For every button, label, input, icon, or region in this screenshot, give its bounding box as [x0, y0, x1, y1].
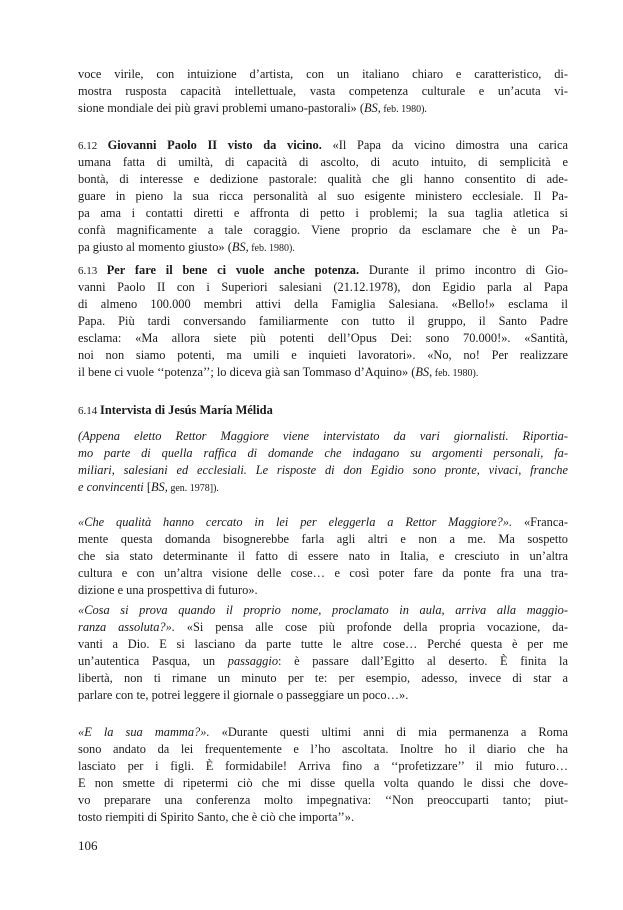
- text-run: voce virile, con intuizione d’artista, con un italiano chiaro e caratteristico, di-: [78, 67, 568, 81]
- text-line: [78, 428, 568, 445]
- paragraph: [78, 514, 568, 599]
- text-run: confà magnificamente a tale coraggio. Viene proprio da esclamare che è un Pa-: [78, 223, 568, 237]
- text-run: «E la sua mamma?».: [78, 725, 210, 739]
- text-line: [78, 809, 568, 826]
- text-run: gen. 1978]).: [167, 483, 219, 494]
- paragraph: [78, 137, 568, 256]
- text-line: [78, 205, 568, 222]
- paragraph: [78, 66, 568, 117]
- text-run: un’autentica Pasqua, un: [78, 654, 228, 668]
- text-run: il bene ci vuole ‘‘potenza’’; lo diceva già san Tommaso d’Aquino» (: [78, 365, 416, 379]
- text-run: noi non siamo potenti, ma umili e inquieti lavoratori». «No, no! Per realizzare: [78, 348, 568, 362]
- text-line: [78, 582, 568, 599]
- text-run: vanni Paolo II con i Superiori salesiani (21.12.1978), don Egidio parla al Papa: [78, 280, 568, 294]
- text-run: pa ama i contatti diretti e affronta di petto i problemi; la sua taglia atletica si: [78, 206, 568, 220]
- text-line: [78, 514, 568, 531]
- text-run: sione mondiale dei più gravi problemi umano-pastorali» (: [78, 101, 364, 115]
- text-run: parlare con te, potrei leggere il giornale o passeggiare un poco…».: [78, 688, 409, 702]
- text-run: Durante il primo incontro di Gio-: [359, 263, 568, 277]
- paragraph: [78, 724, 568, 826]
- text-line: [78, 548, 568, 565]
- text-run: feb. 1980).: [432, 368, 479, 379]
- paragraph: [78, 428, 568, 496]
- text-line: [78, 792, 568, 809]
- text-run: «Durante questi ultimi anni di mia permanenza a Roma: [209, 725, 568, 739]
- text-run: «Cosa si prova quando il proprio nome, proclamato in aula, arriva alla maggio-: [78, 603, 568, 617]
- text-run: di almeno 100.000 membri attivi della Famiglia Salesiana. «Bello!» esclama il: [78, 297, 568, 311]
- text-run: vanti a Dio. E si lasciano da parte tutte le altre cose… Perché questa è per me: [78, 637, 568, 651]
- text-line: [78, 602, 568, 619]
- text-run: vo preparare una conferenza molto impegnativa: ‘‘Non preoccuparti tanto; piut-: [78, 793, 568, 807]
- text-line: [78, 66, 568, 83]
- section-heading: Per fare il bene ci vuole anche potenza.: [106, 263, 360, 277]
- text-run: bontà, di interesse e dedizione pastorale: qualità che gli hanno consentito di ade-: [78, 172, 568, 186]
- section-number: 6.13: [78, 265, 107, 277]
- text-run: : è passare dall’Egitto al deserto. È finita la: [278, 654, 568, 668]
- text-line: [78, 188, 568, 205]
- text-run: (Appena eletto Rettor Maggiore viene intervistato da vari giornalisti. Riportia-: [78, 429, 568, 443]
- section-number: 6.14: [78, 405, 100, 417]
- text-line: [78, 724, 568, 741]
- text-line: [78, 239, 568, 256]
- text-run: dizione e una prospettiva di futuro».: [78, 583, 258, 597]
- text-line: [78, 775, 568, 792]
- paragraph: [78, 402, 568, 419]
- text-line: [78, 296, 568, 313]
- text-run: passaggio: [227, 654, 279, 668]
- paragraph: [78, 262, 568, 381]
- section-heading: Intervista di Jesús María Mélida: [100, 403, 273, 417]
- text-run: mo parte di quella raffica di domande che indagano su argomenti personali, fa-: [78, 446, 568, 460]
- text-run: feb. 1980).: [380, 104, 427, 115]
- text-line: [78, 479, 568, 496]
- text-run: che sia stato determinante il fatto di essere nato in Italia, e cresciuto in un’altra: [78, 549, 568, 563]
- text-line: [78, 565, 568, 582]
- text-run: E non smette di ripetermi ciò che mi disse quella volta quando le dissi che dove-: [78, 776, 568, 790]
- text-run: BS,: [150, 480, 168, 494]
- text-run: sono andato da lei frequentemente e l’ho ascoltata. Inoltre ho il diario che ha: [78, 742, 568, 756]
- text-line: [78, 445, 568, 462]
- text-line: [78, 687, 568, 704]
- text-run: Papa. Più tardi conversando familiarmente con tutto il gruppo, il Santo Padre: [78, 314, 568, 328]
- text-line: [78, 100, 568, 117]
- text-line: [78, 347, 568, 364]
- text-line: [78, 531, 568, 548]
- page-number: 106: [78, 838, 98, 853]
- text-line: [78, 222, 568, 239]
- text-line: [78, 83, 568, 100]
- text-run: ranza assoluta?».: [78, 620, 175, 634]
- text-line: [78, 653, 568, 670]
- text-line: [78, 364, 568, 381]
- text-run: libertà, non ti rimane un minuto per te: per esempio, adesso, invece di star a: [78, 671, 568, 685]
- text-line: [78, 313, 568, 330]
- section-number: 6.12: [78, 140, 108, 152]
- text-line: [78, 462, 568, 479]
- text-run: e convincenti: [78, 480, 144, 494]
- text-run: cultura e con un’altra visione delle cose… e così poter fare da ponte fra una tra-: [78, 566, 568, 580]
- text-line: [78, 137, 568, 154]
- text-run: BS,: [231, 240, 249, 254]
- text-run: mostra rusposta capacità intellettuale, vasta competenza culturale e un’acuta vi-: [78, 84, 568, 98]
- text-line: [78, 330, 568, 347]
- text-run: «Si pensa alle cose più profonde della propria vocazione, da-: [174, 620, 568, 634]
- text-line: [78, 279, 568, 296]
- text-run: [: [143, 480, 151, 494]
- text-line: [78, 741, 568, 758]
- text-line: [78, 636, 568, 653]
- text-run: mente questa domanda bisognerebbe farla agli altri e non a me. Ma sospetto: [78, 532, 568, 546]
- text-run: tosto riempiti di Spirito Santo, che è ciò che importa’’».: [78, 810, 355, 824]
- text-run: lasciato per i figli. È formidabile! Arriva fino a ‘‘profetizzare’’ il mio futuro…: [78, 759, 568, 773]
- text-run: umana fatta di umiltà, di capacità di ascolto, di acuto intuito, di semplicità e: [78, 155, 568, 169]
- text-run: esclama: «Ma allora siete più potenti dell’Opus Dei: sono 70.000!». «Santità,: [78, 331, 568, 345]
- text-run: «Il Papa da vicino dimostra una carica: [321, 138, 568, 152]
- section-heading: Giovanni Paolo II visto da vicino.: [107, 138, 322, 152]
- text-run: pa giusto al momento giusto» (: [78, 240, 232, 254]
- text-run: BS,: [363, 101, 381, 115]
- text-run: miliari, salesiani ed ecclesiali. Le risposte di don Egidio sono pronte, vivaci, franche: [78, 463, 568, 477]
- text-run: «Franca-: [512, 515, 568, 529]
- text-line: [78, 758, 568, 775]
- text-line: [78, 171, 568, 188]
- text-line: [78, 670, 568, 687]
- text-run: BS,: [415, 365, 433, 379]
- text-line: [78, 619, 568, 636]
- text-line: [78, 262, 568, 279]
- text-run: feb. 1980).: [248, 243, 295, 254]
- text-run: guare in pieno la sua ricca personalità al suo esigente ministero ecclesiale. Il Pa-: [78, 189, 568, 203]
- text-line: [78, 402, 568, 419]
- text-line: [78, 154, 568, 171]
- text-run: «Che qualità hanno cercato in lei per eleggerla a Rettor Maggiore?».: [78, 515, 513, 529]
- paragraph: [78, 602, 568, 704]
